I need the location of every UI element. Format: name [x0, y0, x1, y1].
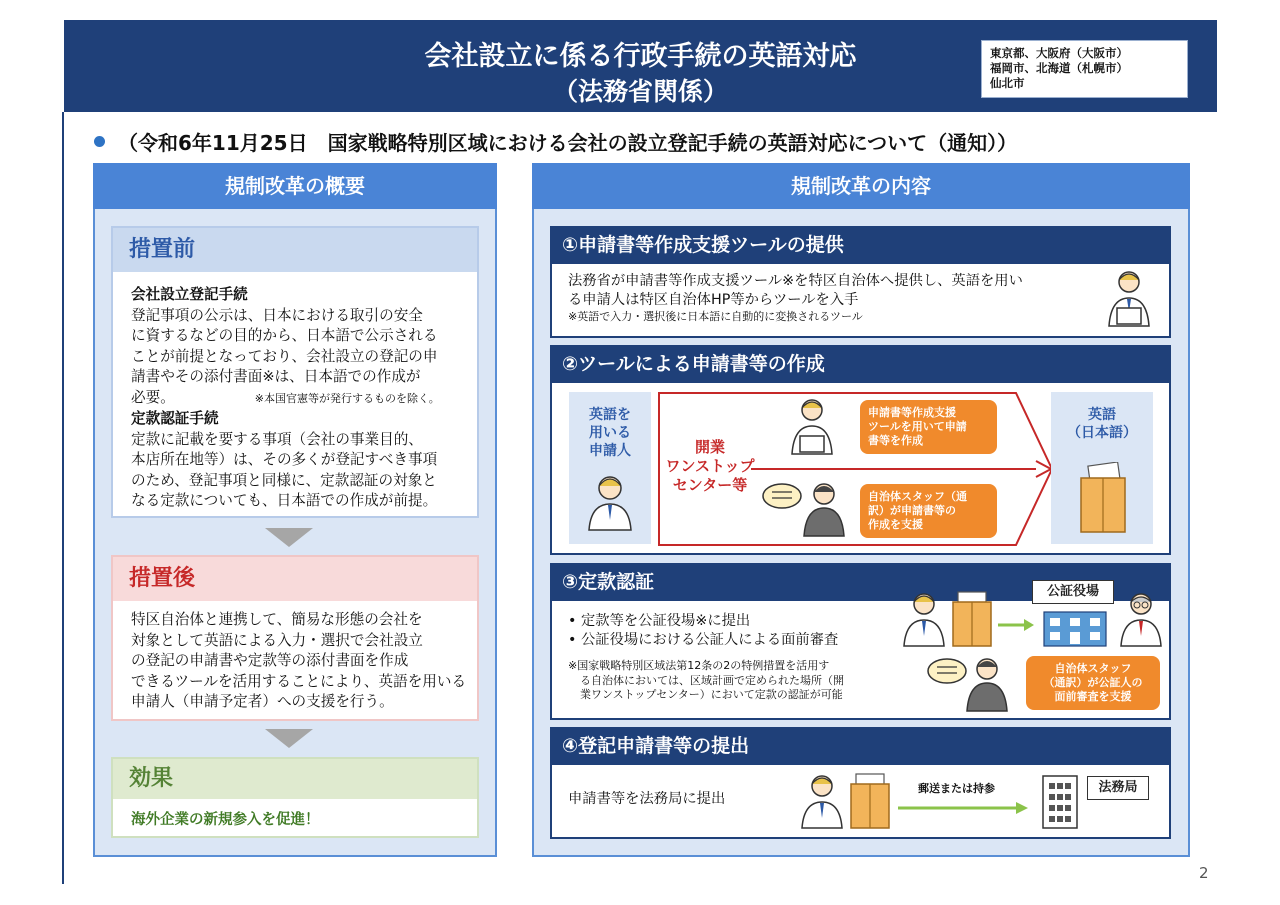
section-body: 申請書等を法務局に提出	[568, 791, 726, 807]
before-content	[131, 285, 471, 512]
label-line: ツールを用いて申請	[868, 420, 967, 433]
label-line: 英語	[1088, 407, 1116, 423]
document-envelope-icon	[848, 772, 892, 830]
green-arrow-icon	[896, 800, 1030, 816]
effect-text: 海外企業の新規参入を促進！	[131, 812, 320, 828]
label-line: 自治体スタッフ	[1054, 662, 1132, 675]
overview-heading: 規制改革の概要	[93, 163, 497, 209]
text-line: る申請人は特区自治体HP等からツールを入手	[568, 292, 859, 308]
label-line: 自治体スタッフ（通	[868, 490, 967, 503]
delivery-method-label: 郵送または持参	[918, 782, 995, 795]
text-line: 本店所在地等）は、その多くが登記すべき事項	[131, 451, 438, 468]
regions-box	[981, 40, 1188, 98]
region-line: 仙北市	[990, 76, 1025, 90]
tool-use-bubble	[860, 400, 997, 454]
note-line: 業ワンストップセンター）において定款の認証が可能	[580, 688, 843, 701]
text-line: 法務省が申請書等作成支援ツール※を特区自治体へ提供し、英語を用い	[568, 273, 1023, 289]
building-icon	[1040, 774, 1080, 830]
text-line: に資するなどの目的から、日本語で公示される	[131, 327, 438, 344]
down-arrow-icon	[265, 729, 313, 748]
down-arrow-icon	[265, 528, 313, 547]
region-line: 東京都、大阪府（大阪市）	[990, 46, 1128, 60]
section-title: ③定款認証	[550, 563, 1171, 601]
text-line: なる定款についても、日本語での作成が前提。	[131, 492, 438, 509]
bullet-text: 公証役場における公証人による面前審査	[580, 632, 839, 648]
subheading: 定款認証手続	[131, 410, 219, 427]
footnote: ※英語で入力・選択後に日本語に自動的に変換されるツール	[568, 310, 863, 323]
label-line: 面前審査を支援	[1054, 690, 1132, 703]
label-line: （日本語）	[1067, 425, 1137, 441]
text-line: 必要。	[131, 388, 175, 406]
text-line	[131, 388, 471, 410]
building-icon	[1042, 608, 1108, 648]
person-laptop-icon	[1103, 268, 1155, 330]
footnote	[568, 659, 918, 703]
text-line: 定款に記載を要する事項（会社の事業目的、	[131, 430, 423, 448]
before-label: 措置前	[113, 228, 477, 272]
page-subtitle: （法務省関係）	[552, 77, 728, 106]
subheading: 会社設立登記手続	[131, 286, 248, 303]
bullet-text: 定款等を公証役場※に提出	[580, 613, 751, 629]
section-body	[568, 612, 898, 650]
page-number: 2	[1199, 864, 1209, 882]
region-line: 福岡市、北海道（札幌市）	[990, 61, 1128, 75]
applicant-label	[569, 406, 651, 460]
note-line: ※国家戦略特別区域法第12条の2の特例措置を活用す	[568, 659, 830, 672]
after-label: 措置後	[113, 557, 477, 601]
output-label	[1051, 406, 1153, 442]
label-line: 申請人	[589, 443, 631, 459]
text-line: ことが前提となっており、会社設立の登記の申	[131, 347, 438, 365]
label-line: センター等	[672, 476, 748, 494]
bullet-item: • 定款等を公証役場※に提出	[568, 613, 751, 629]
text-line: 登記事項の公示は、日本における取引の安全	[131, 306, 423, 324]
output-box	[1051, 392, 1153, 544]
legal-affairs-bureau-label: 法務局	[1087, 776, 1149, 800]
text-line: 請書やその添付書面※は、日本語での作成が	[131, 368, 421, 385]
document-envelope-icon	[950, 590, 994, 648]
label-line: 開業	[694, 438, 725, 456]
person-laptop-icon	[787, 396, 837, 458]
effect-label: 効果	[113, 759, 477, 799]
section-body	[568, 272, 1098, 325]
label-line: ワンストップ	[665, 457, 755, 475]
note-line: る自治体においては、区域計画で定められた場所（開	[580, 673, 844, 687]
label-line: 書等を作成	[868, 434, 923, 447]
notice-heading: （令和6年11月25日 国家戦略特別区域における会社の設立登記手続の英語対応について（通知））	[118, 131, 1018, 155]
left-rule	[62, 112, 64, 884]
after-content	[131, 610, 471, 713]
person-icon	[796, 772, 848, 830]
text-line: 申請人（申請予定者）への支援を行う。	[131, 693, 394, 710]
green-arrow-icon	[996, 617, 1036, 633]
page-title: 会社設立に係る行政手続の英語対応	[424, 41, 857, 72]
header-banner	[64, 20, 1217, 112]
one-stop-center-label	[660, 438, 760, 495]
text-line: のため、登記事項と同様に、定款認証の対象と	[131, 471, 437, 489]
bullet-icon	[94, 136, 105, 147]
person-icon	[898, 590, 950, 648]
footnote: ※本国官憲等が発行するものを除く。	[254, 391, 440, 405]
notary-office-label: 公証役場	[1032, 580, 1114, 604]
label-line: 作成を支援	[868, 518, 923, 531]
content-heading: 規制改革の内容	[532, 163, 1190, 209]
notary-person-icon	[1115, 590, 1167, 648]
text-line: の登記の申請書や定款等の添付書面を作成	[131, 652, 409, 669]
person-icon	[585, 472, 635, 532]
text-line: できるツールを活用することにより、英語を用いる	[131, 672, 467, 690]
bullet-item: • 公証役場における公証人による面前審査	[568, 632, 839, 648]
section-title: ①申請書等作成支援ツールの提供	[550, 226, 1171, 264]
text-line: 特区自治体と連携して、簡易な形態の会社を	[131, 611, 423, 628]
applicant-box	[569, 392, 651, 544]
label-line: 申請書等作成支援	[868, 406, 956, 419]
section-title: ④登記申請書等の提出	[550, 727, 1171, 765]
label-line: （通訳）が公証人の	[1043, 676, 1143, 689]
label-line: 訳）が申請書等の	[868, 504, 956, 517]
label-line: 英語を	[589, 407, 631, 423]
notary-support-bubble	[1026, 656, 1160, 710]
staff-support-bubble	[860, 484, 997, 538]
document-envelope-icon	[1077, 462, 1129, 534]
text-line: 対象として英語による入力・選択で会社設立	[131, 631, 423, 649]
label-line: 用いる	[589, 425, 631, 441]
staff-speaking-icon	[925, 655, 1015, 713]
staff-speaking-icon	[760, 480, 850, 538]
section-title: ②ツールによる申請書等の作成	[550, 345, 1171, 383]
